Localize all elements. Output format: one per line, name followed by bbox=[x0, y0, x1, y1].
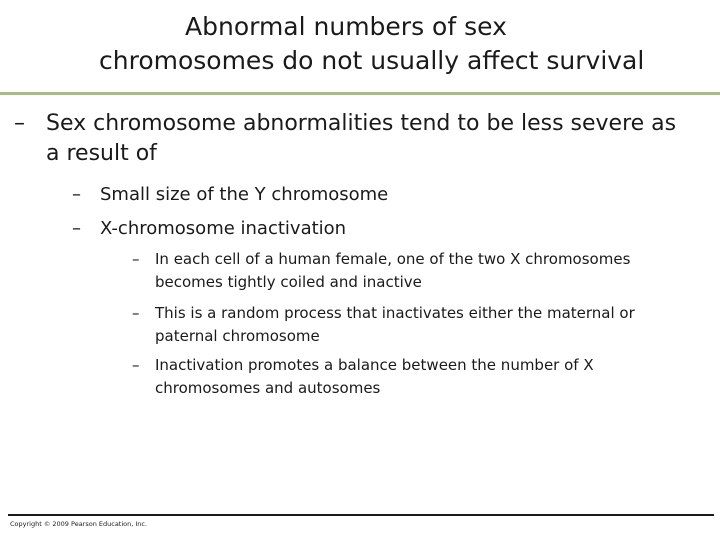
bullet-level-3 bbox=[132, 248, 675, 294]
bullet-level-2 bbox=[72, 215, 690, 243]
bullet-level-3 bbox=[132, 302, 675, 348]
bullet-text: Inactivation promotes a balance between the number of X chromosomes and autosomes bbox=[155, 356, 594, 397]
bullet-text: In each cell of a human female, one of the two X chromosomes becomes tightly coiled and inactive bbox=[155, 250, 631, 291]
bullet-dash: – bbox=[132, 356, 140, 374]
bullet-level-3 bbox=[132, 354, 675, 400]
bullet-dash: – bbox=[72, 218, 81, 239]
bullet-text: This is a random process that inactivates either the maternal or paternal chromosome bbox=[155, 304, 635, 345]
bullet-dash: – bbox=[132, 304, 140, 322]
bullet-dash: – bbox=[132, 250, 140, 268]
slide-title-line-1: Abnormal numbers of sex bbox=[185, 12, 507, 41]
bullet-text: Sex chromosome abnormalities tend to be less severe as a result of bbox=[46, 111, 677, 166]
slide-title-line-2: chromosomes do not usually affect survival bbox=[99, 46, 645, 75]
bullet-dash: – bbox=[14, 111, 25, 136]
bullet-text: X-chromosome inactivation bbox=[100, 218, 347, 239]
bullet-text: Small size of the Y chromosome bbox=[100, 184, 389, 205]
bullet-level-1 bbox=[14, 109, 696, 169]
footer-divider bbox=[8, 514, 714, 516]
bullet-dash: – bbox=[72, 184, 81, 205]
copyright-notice: Copyright © 2009 Pearson Education, Inc. bbox=[10, 520, 148, 528]
bullet-level-2 bbox=[72, 181, 690, 209]
